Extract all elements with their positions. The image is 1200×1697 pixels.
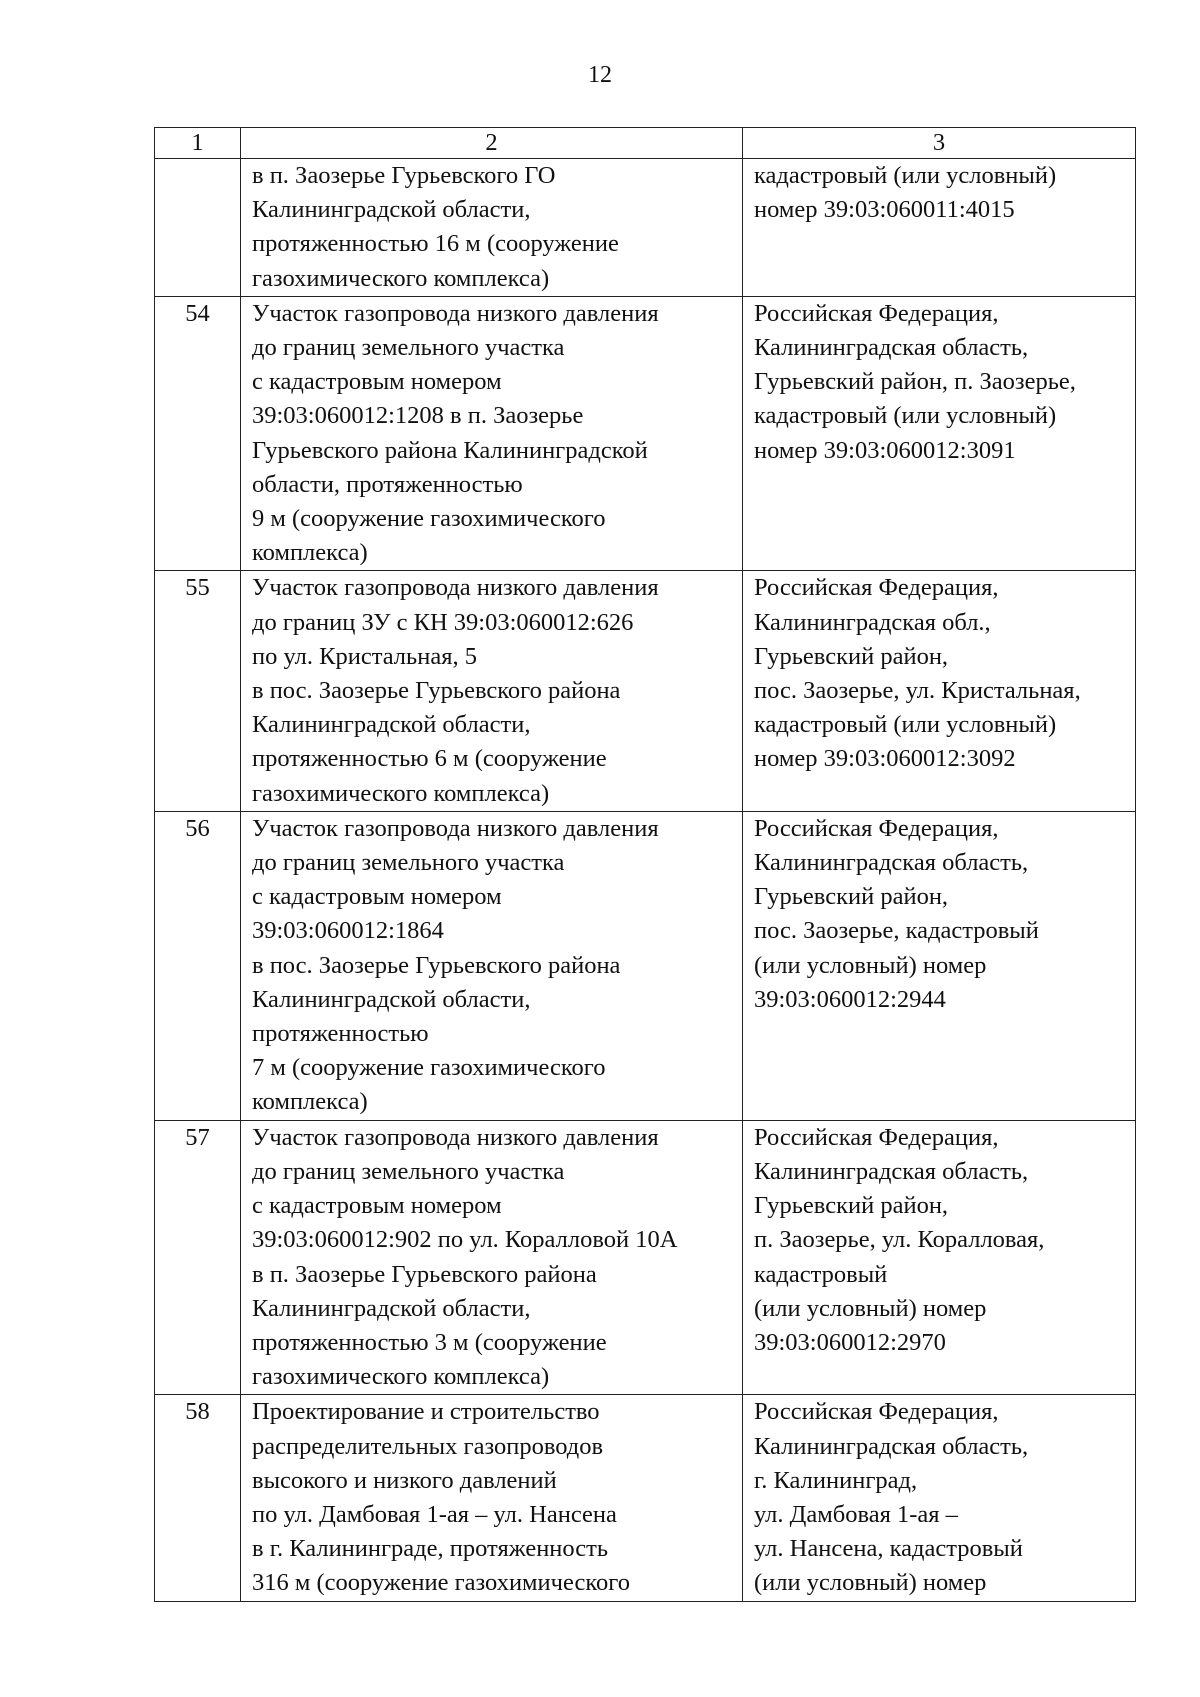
property-table: [154, 127, 1136, 1602]
row-description: Участок газопровода низкого давления до границ ЗУ с КН 39:03:060012:626 по ул. Кристальная, 5 в пос. Заозерье Гурьевского района Калининградской области, протяженностью 6 м (сооружение газохимического комплекса): [241, 571, 743, 811]
table-header-row: [155, 128, 1136, 159]
row-description: в п. Заозерье Гурьевского ГО Калининградской области, протяженностью 16 м (сооружение газохимического комплекса): [241, 159, 743, 297]
row-location: Российская Федерация, Калининградская область, Гурьевский район, пос. Заозерье, кадастровый (или условный) номер 39:03:060012:2944: [743, 811, 1136, 1120]
header-col-1: 1: [155, 128, 241, 159]
row-description: Проектирование и строительство распределительных газопроводов высокого и низкого давлений по ул. Дамбовая 1-ая – ул. Нансена в г. Калининграде, протяженность 316 м (сооружение газохимического: [241, 1395, 743, 1601]
row-number: 55: [155, 571, 241, 811]
header-col-2: 2: [241, 128, 743, 159]
row-location: Российская Федерация, Калининградская область, Гурьевский район, п. Заозерье, ул. Коралловая, кадастровый (или условный) номер 39:03:060012:2970: [743, 1120, 1136, 1395]
row-number: 54: [155, 296, 241, 571]
row-number: [155, 159, 241, 297]
table-row: [155, 159, 1136, 297]
row-location: кадастровый (или условный) номер 39:03:060011:4015: [743, 159, 1136, 297]
row-number: 56: [155, 811, 241, 1120]
row-location: Российская Федерация, Калининградская обл., Гурьевский район, пос. Заозерье, ул. Кристальная, кадастровый (или условный) номер 39:03:060012:3092: [743, 571, 1136, 811]
row-location: Российская Федерация, Калининградская область, Гурьевский район, п. Заозерье, кадастровый (или условный) номер 39:03:060012:3091: [743, 296, 1136, 571]
row-number: 58: [155, 1395, 241, 1601]
row-location: Российская Федерация, Калининградская область, г. Калининград, ул. Дамбовая 1-ая – ул. Нансена, кадастровый (или условный) номер: [743, 1395, 1136, 1601]
table-row: [155, 1120, 1136, 1395]
row-number: 57: [155, 1120, 241, 1395]
row-description: Участок газопровода низкого давления до границ земельного участка с кадастровым номером 39:03:060012:1864 в пос. Заозерье Гурьевского района Калининградской области, протяженностью 7 м (сооружение газохимического комплекса): [241, 811, 743, 1120]
table-row: [155, 296, 1136, 571]
table-row: [155, 811, 1136, 1120]
row-description: Участок газопровода низкого давления до границ земельного участка с кадастровым номером 39:03:060012:1208 в п. Заозерье Гурьевского района Калининградской области, протяженностью 9 м (сооружение газохимического комплекса): [241, 296, 743, 571]
row-description: Участок газопровода низкого давления до границ земельного участка с кадастровым номером 39:03:060012:902 по ул. Коралловой 10А в п. Заозерье Гурьевского района Калининградской области, протяженностью 3 м (сооружение газохимического комплекса): [241, 1120, 743, 1395]
table-row: [155, 1395, 1136, 1601]
page-number: 12: [588, 62, 612, 88]
table-row: [155, 571, 1136, 811]
header-col-3: 3: [743, 128, 1136, 159]
